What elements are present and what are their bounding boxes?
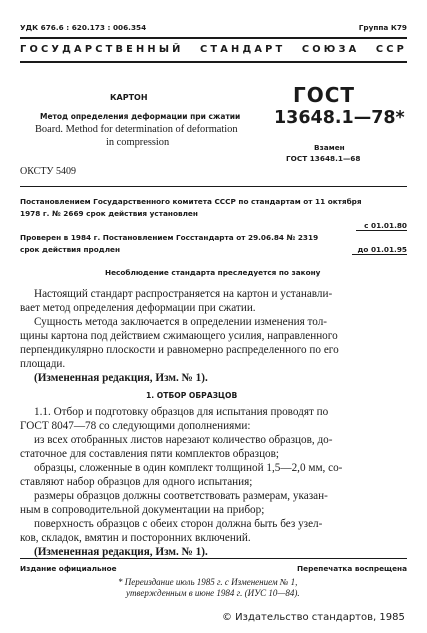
org-title: ГОСУДАРСТВЕННЫЙ СТАНДАРТ СОЮЗА ССР — [20, 44, 407, 55]
okstu-code: ОКСТУ 5409 — [20, 166, 77, 177]
gost-number: 13648.1—78* — [274, 108, 405, 128]
gost-label: ГОСТ — [293, 83, 356, 107]
intro-amendment: (Измененная редакция, Изм. № 1). — [34, 372, 208, 384]
decree-line-2: 1978 г. № 2669 срок действия установлен — [20, 209, 198, 218]
section-1-body — [20, 405, 407, 559]
intro-line: площади. — [20, 358, 66, 370]
decree-date-2: до 01.01.95 — [357, 245, 407, 254]
section-amendment: (Измененная редакция, Изм. № 1). — [34, 546, 208, 558]
reissue-note-2: утвержденным в июне 1984 г. (ИУС 10—84). — [126, 588, 300, 598]
intro-line: щины картона под действием сжимающего усилия, направленного — [20, 330, 338, 342]
intro-line: вает метод определения деформации при сжатии. — [20, 302, 256, 314]
section-line: 1.1. Отбор и подготовку образцов для испытания проводят по — [34, 406, 329, 418]
decree-line-4: срок действия продлен — [20, 245, 121, 254]
doc-subtitle: Метод определения деформации при сжатии — [40, 112, 241, 121]
footer-rule — [20, 558, 407, 559]
section-line: ков, складок, вмятин и посторонних включений. — [20, 532, 251, 544]
reprint-prohibited: Перепечатка воспрещена — [297, 564, 407, 573]
replace-value: ГОСТ 13648.1—68 — [286, 154, 361, 163]
section-line: ставляют набор образцов для одного испытания; — [20, 476, 253, 488]
title-rule — [20, 186, 407, 187]
intro-line: Сущность метода заключается в определении изменения тол- — [34, 316, 328, 328]
group-code: Группа К79 — [358, 23, 407, 32]
org-rule — [20, 61, 407, 63]
copyright: © Издательство стандартов, 1985 — [222, 612, 405, 623]
decree-date-1: с 01.01.80 — [364, 221, 407, 230]
decree-date-1-rule — [356, 230, 407, 231]
section-line: ным в сопроводительной документации на прибор; — [20, 504, 265, 516]
section-line: ГОСТ 8047—78 со следующими дополнениями: — [20, 420, 251, 432]
intro-line: Настоящий стандарт распространяется на картон и устанавли- — [34, 288, 333, 300]
udk-code: УДК 676.6 : 620.173 : 006.354 — [20, 23, 147, 32]
doc-title-en-1: Board. Method for determination of deformation — [35, 124, 238, 135]
intro-line: перпендикулярно плоскости и равномерно распределенного по его — [20, 344, 339, 356]
section-line: размеры образцов должны соответствовать размерам, указан- — [34, 490, 328, 502]
section-line: статочное для составления пяти комплектов образцов; — [20, 448, 280, 460]
decree-line-3: Проверен в 1984 г. Постановлением Госстандарта от 29.06.84 № 2319 — [20, 233, 319, 242]
section-line: образцы, сложенные в один комплект толщиной 1,5—2,0 мм, со- — [34, 462, 343, 474]
decree-line-1: Постановлением Государственного комитета СССР по стандартам от 11 октября — [20, 197, 362, 206]
doc-title-en-2: in compression — [106, 137, 170, 148]
top-rule — [20, 37, 407, 39]
section-line: из всех отобранных листов нарезают количество образцов, до- — [34, 434, 333, 446]
replace-label: Взамен — [314, 143, 345, 152]
section-line: поверхность образцов с обеих сторон должна быть без узел- — [34, 518, 323, 530]
decree-date-2-rule — [352, 254, 407, 255]
intro-section — [20, 287, 407, 385]
doc-title: КАРТОН — [110, 93, 148, 102]
reissue-note-1: * Переиздание июль 1985 г. с Изменением № 1, — [118, 577, 298, 587]
law-warning: Несоблюдение стандарта преследуется по закону — [105, 268, 321, 277]
section-heading: 1. ОТБОР ОБРАЗЦОВ — [146, 391, 238, 400]
official-edition: Издание официальное — [20, 564, 117, 573]
